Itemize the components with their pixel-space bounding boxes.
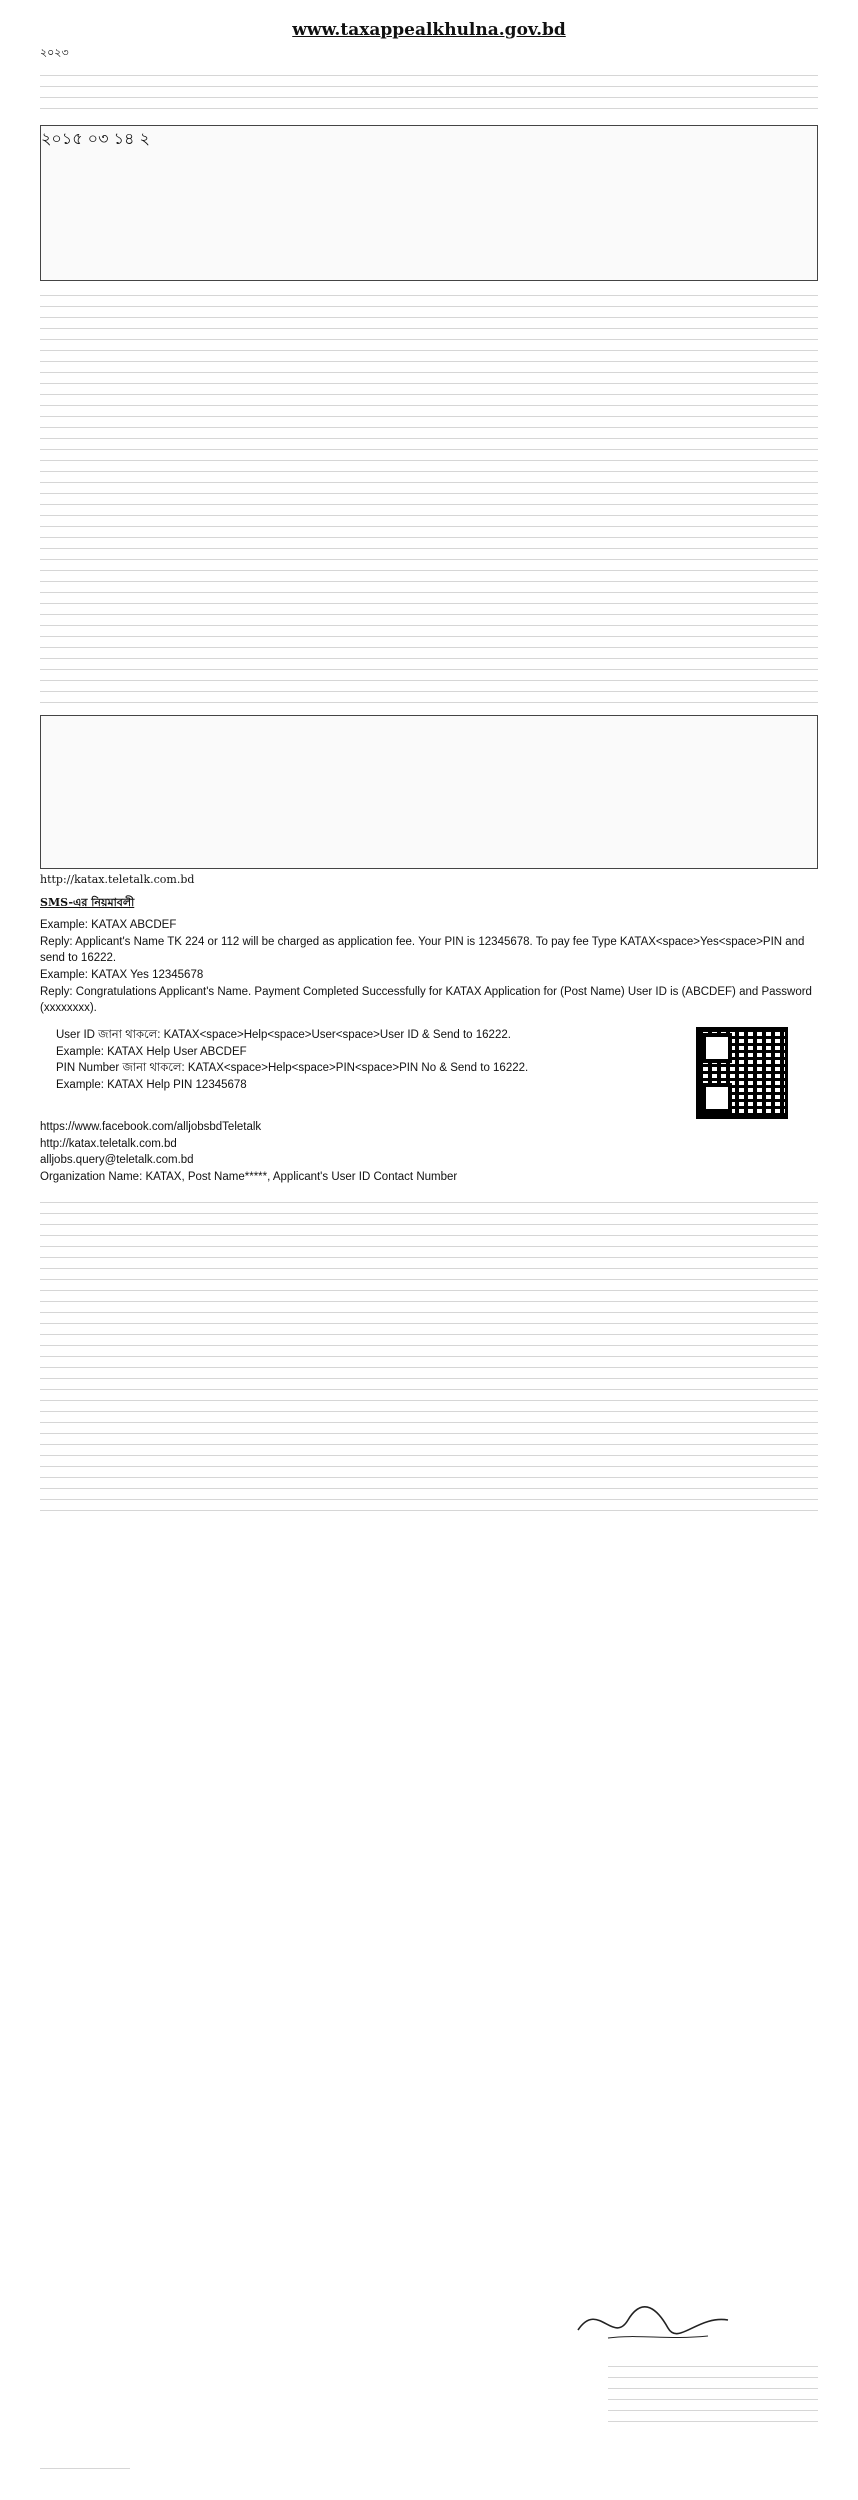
sms-line: Example: KATAX Yes 12345678 — [40, 969, 204, 982]
sms-heading: SMS-এর নিয়মাবলী — [40, 896, 135, 909]
qr-code-icon[interactable] — [696, 1027, 788, 1119]
help-line: Example: KATAX Help PIN 12345678 — [56, 1079, 247, 1092]
table-year: ২০১৫ — [41, 129, 83, 148]
remaining-conditions — [40, 1196, 818, 1516]
sms-line: Reply: Congratulations Applicant's Name. Payment Completed Successfully for KATAX Application for (Post Name) User ID is (ABCDEF) and Password (xxxxxxxx). — [40, 985, 812, 1015]
signatory-block — [608, 2360, 818, 2430]
help-line: Example: KATAX Help User ABCDEF — [56, 1045, 247, 1058]
online-apply-line — [40, 873, 818, 886]
table-serial: ২ — [139, 129, 150, 148]
masthead — [40, 20, 818, 40]
contact-links — [40, 1119, 818, 1186]
sms-line: Example: KATAX ABCDEF — [40, 919, 177, 931]
table-grade: ১৪ — [113, 129, 135, 148]
katax-link[interactable]: http://katax.teletalk.com.bd — [40, 873, 195, 886]
support-email[interactable]: alljobs.query@teletalk.com.bd — [40, 1154, 194, 1167]
help-line: User ID জানা থাকলে: KATAX<space>Help<space>User<space>User ID & Send to 16222. — [56, 1029, 511, 1042]
signature-icon — [568, 2290, 738, 2350]
intro-paragraph — [40, 69, 818, 117]
website-link[interactable]: www.taxappealkhulna.gov.bd — [292, 20, 566, 40]
help-lines — [40, 1027, 528, 1119]
print-code — [40, 2462, 130, 2476]
support-subject: Organization Name: KATAX, Post Name*****, Applicant's User ID Contact Number — [40, 1171, 458, 1184]
table-post-count: ০৩ — [87, 129, 109, 148]
memo-date-row — [40, 44, 818, 63]
freedom-fighter-table — [40, 715, 818, 869]
conditions-list — [40, 289, 818, 709]
post-table — [40, 125, 818, 281]
sms-line: Reply: Applicant's Name TK 224 or 112 will be charged as application fee. Your PIN is 12345678. To pay fee Type KATAX<space>Yes<space>PIN and send to 16222. — [40, 935, 805, 965]
katax-link-2[interactable]: http://katax.teletalk.com.bd — [40, 1137, 177, 1150]
help-line: PIN Number জানা থাকলে: KATAX<space>Help<space>PIN<space>PIN No & Send to 16222. — [56, 1062, 529, 1075]
sms-block — [40, 917, 818, 1017]
facebook-link[interactable]: https://www.facebook.com/alljobsbdTeletalk — [40, 1121, 262, 1134]
notice-year: ২০২৩ — [40, 46, 69, 59]
help-block — [40, 1027, 818, 1119]
